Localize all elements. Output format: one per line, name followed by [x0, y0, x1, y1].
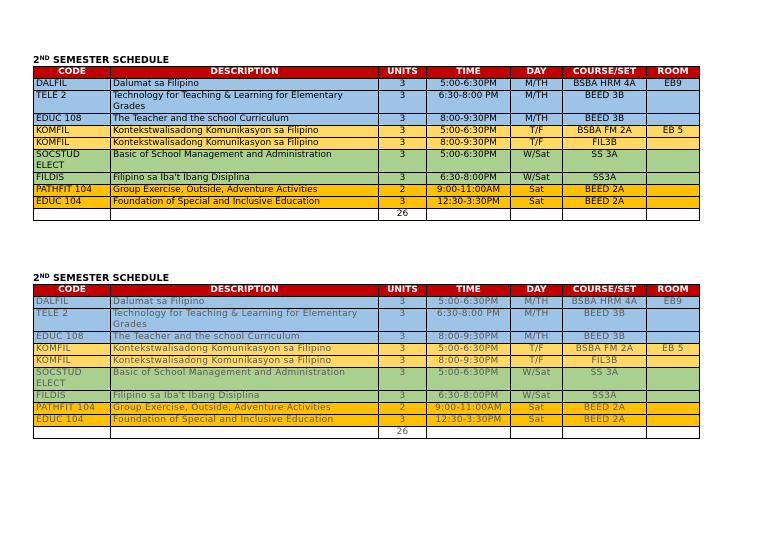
- cell-description: Filipino sa Iba't Ibang Disiplina: [111, 391, 379, 403]
- cell-day: M/TH: [511, 309, 563, 332]
- cell-description: Foundation of Special and Inclusive Education: [111, 415, 379, 427]
- cell-room: EB 5: [647, 344, 700, 356]
- cell-time: 12:30-3:30PM: [427, 197, 511, 209]
- cell-time: 5:00-6:30PM: [427, 297, 511, 309]
- cell-time: 12:30-3:30PM: [427, 415, 511, 427]
- cell-day: W/Sat: [511, 150, 563, 173]
- cell-description: Kontekstwalisadong Komunikasyon sa Filipino: [111, 344, 379, 356]
- cell-room: EB9: [647, 79, 700, 91]
- col-units-header: UNITS: [379, 285, 427, 297]
- cell-code: KOMFIL: [34, 344, 111, 356]
- cell-code: TELE 2: [34, 91, 111, 114]
- cell-room: [647, 368, 700, 391]
- table-row: [34, 391, 700, 403]
- table-row: [34, 309, 700, 332]
- cell-description: Filipino sa Iba't Ibang Disiplina: [111, 173, 379, 185]
- table-row: [34, 332, 700, 344]
- cell-units: 3: [379, 309, 427, 332]
- cell-course: FIL3B: [563, 356, 647, 368]
- cell-day: T/F: [511, 138, 563, 150]
- cell-room: EB 5: [647, 126, 700, 138]
- cell-course: SS3A: [563, 391, 647, 403]
- cell-time: 9:00-11:00AM: [427, 403, 511, 415]
- col-course-header: COURSE/SET: [563, 285, 647, 297]
- cell-description: Kontekstwalisadong Komunikasyon sa Filipino: [111, 356, 379, 368]
- cell-units: 3: [379, 150, 427, 173]
- cell-units: 2: [379, 403, 427, 415]
- cell-code: EDUC 108: [34, 332, 111, 344]
- cell-room: [647, 391, 700, 403]
- col-units-header: UNITS: [379, 67, 427, 79]
- cell-room: [647, 150, 700, 173]
- schedule-section-2: [33, 270, 699, 439]
- cell-description: Dalumat sa Filipino: [111, 297, 379, 309]
- cell-day: Sat: [511, 403, 563, 415]
- cell-room: [647, 332, 700, 344]
- empty-cell: [647, 427, 700, 439]
- cell-units: 3: [379, 197, 427, 209]
- table-row: [34, 126, 700, 138]
- cell-day: M/TH: [511, 79, 563, 91]
- col-room-header: ROOM: [647, 285, 700, 297]
- col-day-header: DAY: [511, 67, 563, 79]
- table-row: [34, 185, 700, 197]
- table-row: [34, 368, 700, 391]
- cell-course: BEED 3B: [563, 114, 647, 126]
- schedule-table: [33, 284, 700, 439]
- total-row: [34, 427, 700, 439]
- cell-course: FIL3B: [563, 138, 647, 150]
- cell-time: 8:00-9:30PM: [427, 356, 511, 368]
- cell-code: KOMFIL: [34, 138, 111, 150]
- cell-units: 3: [379, 114, 427, 126]
- table-header-row: [34, 67, 700, 79]
- cell-units: 3: [379, 332, 427, 344]
- table-header-row: [34, 285, 700, 297]
- table-row: [34, 403, 700, 415]
- cell-course: BEED 3B: [563, 332, 647, 344]
- cell-code: FILDIS: [34, 173, 111, 185]
- cell-time: 6:30-8:00 PM: [427, 309, 511, 332]
- cell-course: BSBA HRM 4A: [563, 297, 647, 309]
- cell-code: EDUC 104: [34, 197, 111, 209]
- cell-units: 3: [379, 173, 427, 185]
- cell-units: 3: [379, 79, 427, 91]
- cell-room: [647, 114, 700, 126]
- empty-cell: [34, 427, 111, 439]
- cell-time: 5:00-6:30PM: [427, 344, 511, 356]
- cell-room: [647, 185, 700, 197]
- cell-day: Sat: [511, 197, 563, 209]
- cell-room: [647, 173, 700, 185]
- table-row: [34, 197, 700, 209]
- empty-cell: [563, 427, 647, 439]
- cell-description: Basic of School Management and Administration: [111, 368, 379, 391]
- cell-code: PATHFIT 104: [34, 185, 111, 197]
- cell-room: [647, 91, 700, 114]
- cell-code: SOCSTUD ELECT: [34, 368, 111, 391]
- total-row: [34, 209, 700, 221]
- cell-units: 3: [379, 344, 427, 356]
- cell-day: T/F: [511, 356, 563, 368]
- col-course-header: COURSE/SET: [563, 67, 647, 79]
- cell-time: 8:00-9:30PM: [427, 114, 511, 126]
- cell-room: [647, 309, 700, 332]
- total-units: 26: [379, 427, 427, 439]
- cell-room: [647, 403, 700, 415]
- cell-units: 3: [379, 91, 427, 114]
- col-code-header: CODE: [34, 285, 111, 297]
- cell-room: [647, 197, 700, 209]
- empty-cell: [511, 427, 563, 439]
- cell-course: SS 3A: [563, 368, 647, 391]
- cell-time: 5:00-6:30PM: [427, 79, 511, 91]
- empty-cell: [111, 427, 379, 439]
- empty-cell: [427, 209, 511, 221]
- col-description-header: DESCRIPTION: [111, 67, 379, 79]
- total-units: 26: [379, 209, 427, 221]
- col-code-header: CODE: [34, 67, 111, 79]
- schedule-section-1: [33, 52, 699, 221]
- cell-units: 3: [379, 126, 427, 138]
- cell-course: BSBA FM 2A: [563, 344, 647, 356]
- cell-description: Kontekstwalisadong Komunikasyon sa Filipino: [111, 138, 379, 150]
- cell-code: DALFIL: [34, 297, 111, 309]
- cell-day: M/TH: [511, 297, 563, 309]
- cell-time: 5:00-6:30PM: [427, 126, 511, 138]
- cell-course: SS 3A: [563, 150, 647, 173]
- cell-description: Group Exercise, Outside, Adventure Activities: [111, 403, 379, 415]
- cell-description: Dalumat sa Filipino: [111, 79, 379, 91]
- empty-cell: [511, 209, 563, 221]
- empty-cell: [563, 209, 647, 221]
- cell-description: Technology for Teaching & Learning for Elementary Grades: [111, 309, 379, 332]
- cell-units: 3: [379, 138, 427, 150]
- cell-code: EDUC 108: [34, 114, 111, 126]
- empty-cell: [647, 209, 700, 221]
- cell-units: 3: [379, 415, 427, 427]
- empty-cell: [34, 209, 111, 221]
- cell-time: 6:30-8:00PM: [427, 391, 511, 403]
- empty-cell: [427, 427, 511, 439]
- cell-day: M/TH: [511, 91, 563, 114]
- cell-units: 3: [379, 368, 427, 391]
- cell-code: KOMFIL: [34, 126, 111, 138]
- cell-code: KOMFIL: [34, 356, 111, 368]
- col-time-header: TIME: [427, 285, 511, 297]
- cell-day: T/F: [511, 344, 563, 356]
- cell-units: 3: [379, 356, 427, 368]
- cell-time: 5:00-6:30PM: [427, 150, 511, 173]
- cell-time: 5:00-6:30PM: [427, 368, 511, 391]
- cell-time: 6:30-8:00 PM: [427, 91, 511, 114]
- col-room-header: ROOM: [647, 67, 700, 79]
- cell-day: Sat: [511, 415, 563, 427]
- cell-course: BEED 3B: [563, 309, 647, 332]
- cell-description: Technology for Teaching & Learning for Elementary Grades: [111, 91, 379, 114]
- cell-description: The Teacher and the school Curriculum: [111, 332, 379, 344]
- cell-course: BEED 2A: [563, 185, 647, 197]
- cell-description: Kontekstwalisadong Komunikasyon sa Filipino: [111, 126, 379, 138]
- cell-room: [647, 356, 700, 368]
- cell-code: FILDIS: [34, 391, 111, 403]
- cell-units: 2: [379, 185, 427, 197]
- cell-description: The Teacher and the school Curriculum: [111, 114, 379, 126]
- schedule-table: [33, 66, 700, 221]
- cell-course: BSBA FM 2A: [563, 126, 647, 138]
- cell-code: PATHFIT 104: [34, 403, 111, 415]
- cell-day: M/TH: [511, 332, 563, 344]
- cell-day: T/F: [511, 126, 563, 138]
- schedule-heading: 2ND SEMESTER SCHEDULE: [33, 273, 170, 284]
- table-row: [34, 138, 700, 150]
- cell-day: Sat: [511, 185, 563, 197]
- table-row: [34, 91, 700, 114]
- cell-code: DALFIL: [34, 79, 111, 91]
- col-day-header: DAY: [511, 285, 563, 297]
- cell-time: 6:30-8:00PM: [427, 173, 511, 185]
- table-row: [34, 415, 700, 427]
- cell-course: BEED 3B: [563, 91, 647, 114]
- cell-course: BEED 2A: [563, 415, 647, 427]
- cell-time: 8:00-9:30PM: [427, 332, 511, 344]
- cell-units: 3: [379, 391, 427, 403]
- table-row: [34, 297, 700, 309]
- cell-description: Group Exercise, Outside, Adventure Activities: [111, 185, 379, 197]
- cell-day: M/TH: [511, 114, 563, 126]
- cell-day: W/Sat: [511, 173, 563, 185]
- cell-course: BEED 2A: [563, 197, 647, 209]
- col-description-header: DESCRIPTION: [111, 285, 379, 297]
- cell-units: 3: [379, 297, 427, 309]
- cell-time: 9:00-11:00AM: [427, 185, 511, 197]
- cell-code: TELE 2: [34, 309, 111, 332]
- cell-room: [647, 138, 700, 150]
- cell-description: Basic of School Management and Administration: [111, 150, 379, 173]
- cell-code: SOCSTUD ELECT: [34, 150, 111, 173]
- cell-course: SS3A: [563, 173, 647, 185]
- table-row: [34, 344, 700, 356]
- cell-course: BSBA HRM 4A: [563, 79, 647, 91]
- cell-room: [647, 415, 700, 427]
- table-row: [34, 173, 700, 185]
- table-row: [34, 114, 700, 126]
- empty-cell: [111, 209, 379, 221]
- cell-day: W/Sat: [511, 391, 563, 403]
- schedule-heading: 2ND SEMESTER SCHEDULE: [33, 55, 170, 66]
- cell-time: 8:00-9:30PM: [427, 138, 511, 150]
- cell-day: W/Sat: [511, 368, 563, 391]
- table-row: [34, 356, 700, 368]
- table-row: [34, 79, 700, 91]
- cell-course: BEED 2A: [563, 403, 647, 415]
- col-time-header: TIME: [427, 67, 511, 79]
- cell-description: Foundation of Special and Inclusive Education: [111, 197, 379, 209]
- cell-room: EB9: [647, 297, 700, 309]
- table-row: [34, 150, 700, 173]
- cell-code: EDUC 104: [34, 415, 111, 427]
